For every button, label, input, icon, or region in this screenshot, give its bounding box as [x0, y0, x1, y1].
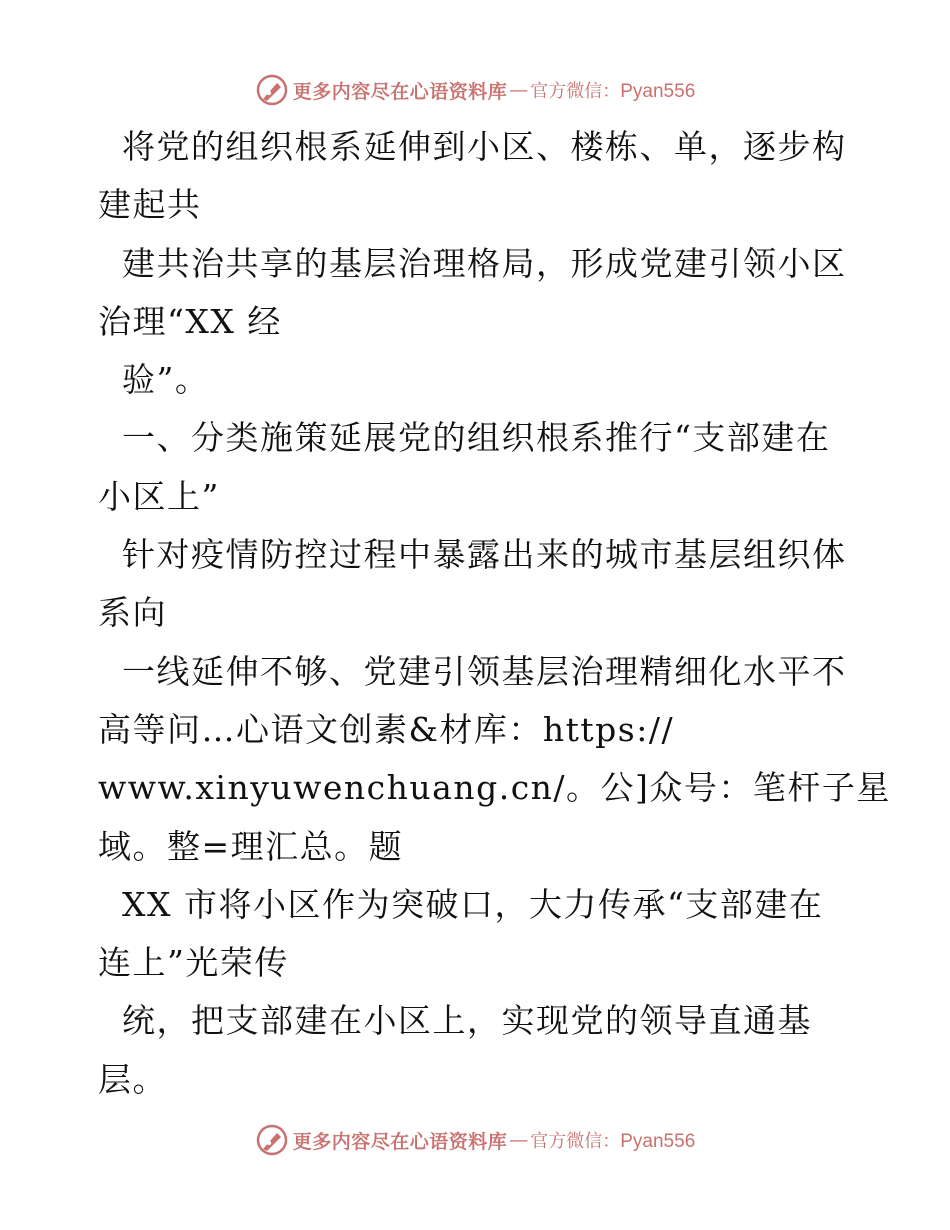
pen-nib-logo-icon [255, 1123, 289, 1157]
body-line: 一线延伸不够、党建引领基层治理精细化水平不 [98, 651, 847, 691]
header-banner [0, 70, 950, 110]
body-line: 一、分类施策延展党的组织根系推行“支部建在 [98, 418, 831, 458]
footer-wechat [530, 1127, 695, 1153]
footer-banner [0, 1120, 950, 1160]
header-wechat-id: Pyan556 [620, 81, 696, 102]
body-line: 治理“XX 经 [98, 301, 282, 341]
body-line: 建共治共享的基层治理格局，形成党建引领小区 [98, 243, 847, 283]
footer-separator: — [509, 1129, 529, 1151]
footer-slogan: 更多内容尽在心语资料库 [292, 1130, 508, 1153]
body-line: 连上”光荣传 [98, 943, 289, 983]
document-body [98, 118, 891, 1109]
body-line: 验”。 [98, 360, 210, 400]
header-slogan: 更多内容尽在心语资料库 [292, 80, 508, 103]
pen-nib-logo-icon [255, 73, 289, 107]
body-line: 将党的组织根系延伸到小区、楼栋、单，逐步构 [98, 127, 847, 166]
body-line: 针对疫情防控过程中暴露出来的城市基层组织体 [98, 535, 847, 575]
body-line: XX 市将小区作为突破口，大力传承“支部建在 [98, 884, 824, 924]
header-separator: — [509, 79, 529, 101]
header-wechat-label: 官方微信： [530, 81, 621, 102]
body-line: 统，把支部建在小区上，实现党的领导直通基 [98, 1001, 812, 1041]
body-line: 小区上” [98, 476, 220, 516]
footer-wechat-id: Pyan556 [620, 1131, 696, 1152]
header-wechat [530, 77, 695, 103]
body-line: 建起共 [98, 185, 202, 225]
footer-wechat-label: 官方微信： [530, 1131, 621, 1152]
body-line: 系向 [98, 593, 167, 633]
body-line: 域。整=理汇总。题 [98, 826, 404, 866]
body-line: www.xinyuwenchuang.cn/。公]众号：笔杆子星 [98, 768, 891, 808]
body-line: 层。 [98, 1059, 167, 1099]
body-line: 高等问…心语文创素&材库：https:// [98, 709, 675, 749]
